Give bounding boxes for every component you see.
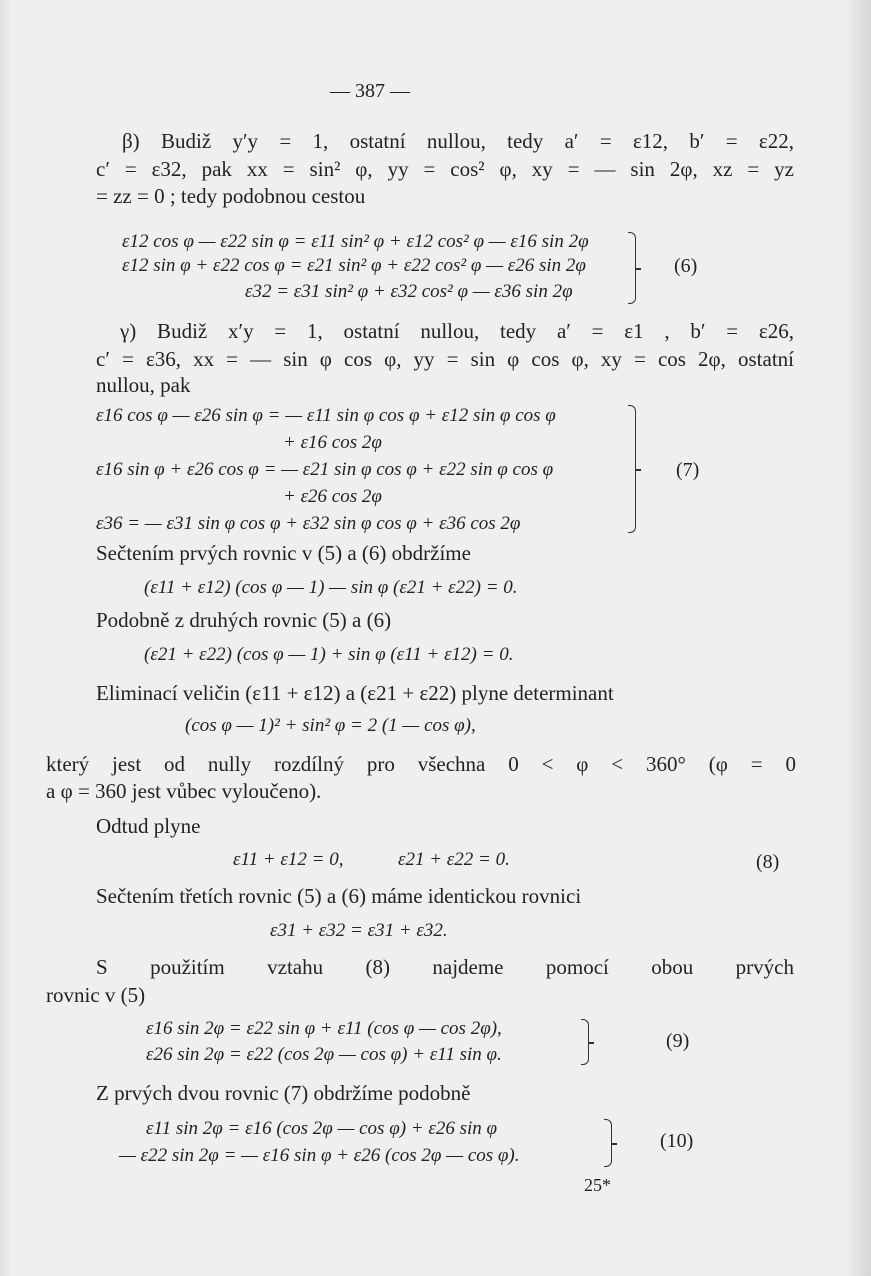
eq10-brace — [604, 1119, 612, 1167]
eq7-line-5: ε36 = — ε31 sin φ cos φ + ε32 sin φ cos φ + ε36 cos 2φ — [96, 513, 521, 534]
eq9-label: (9) — [666, 1030, 690, 1052]
eq9-line-2: rovnic v (5) — [46, 983, 146, 1007]
beta-line-3: = zz = 0 ; tedy podobnou cestou — [96, 184, 366, 208]
eq8-equation-a: ε11 + ε12 = 0, — [233, 849, 344, 870]
elimination-equation: (cos φ — 1)² + sin² φ = 2 (1 — cos φ), — [185, 715, 476, 736]
eq6-label: (6) — [674, 255, 698, 277]
gamma-line-1: γ) Budiž x′y = 1, ostatní nullou, tedy a′ = ε1 , b′ = ε26, — [120, 319, 794, 343]
eq7-label: (7) — [676, 459, 700, 481]
eq7-line-1: ε16 cos φ — ε26 sin φ = — ε11 sin φ cos φ + ε12 sin φ cos φ — [96, 405, 556, 426]
elimination-text: Eliminací veličin (ε11 + ε12) a (ε21 + ε22) plyne determinant — [96, 681, 614, 705]
eq10-equation-1: ε11 sin 2φ = ε16 (cos 2φ — cos φ) + ε26 sin φ — [146, 1118, 498, 1139]
eq6-brace — [628, 232, 636, 304]
third-text: Sečtením třetích rovnic (5) a (6) máme identickou rovnici — [96, 884, 582, 908]
eq7-line-3: ε16 sin φ + ε26 cos φ = — ε21 sin φ cos φ + ε22 sin φ cos φ — [96, 459, 554, 480]
elimination-line-2: a φ = 360 jest vůbec vyloučeno). — [46, 779, 322, 803]
eq8-label: (8) — [756, 851, 780, 873]
gamma-line-3: nullou, pak — [96, 373, 191, 397]
elimination-line-1: který jest od nully rozdílný pro všechna 0 < φ < 360° (φ = 0 — [46, 752, 796, 776]
eq9-equation-2: ε26 sin 2φ = ε22 (cos 2φ — cos φ) + ε11 sin φ. — [146, 1044, 502, 1065]
gamma-line-2: c′ = ε36, xx = — sin φ cos φ, yy = sin φ cos φ, xy = cos 2φ, ostatní — [96, 347, 794, 371]
eq10-equation-2: — ε22 sin 2φ = — ε16 sin φ + ε26 (cos 2φ — cos φ). — [119, 1145, 520, 1166]
third-equation: ε31 + ε32 = ε31 + ε32. — [270, 920, 448, 941]
eq9-line-1: S použitím vztahu (8) najdeme pomocí obou prvých — [96, 955, 794, 979]
page-right-edge-shading — [845, 0, 871, 1276]
eq6-line-3: ε32 = ε31 sin² φ + ε32 cos² φ — ε36 sin 2φ — [245, 281, 573, 302]
beta-line-1: β) Budiž y′y = 1, ostatní nullou, tedy a′ = ε12, b′ = ε22, — [122, 129, 794, 153]
eq8-equation-b: ε21 + ε22 = 0. — [398, 849, 510, 870]
footer-signature: 25* — [584, 1175, 611, 1195]
sum1-equation: (ε11 + ε12) (cos φ — 1) — sin φ (ε21 + ε22) = 0. — [144, 577, 518, 598]
eq7-brace — [628, 405, 636, 533]
eq10-text: Z prvých dvou rovnic (7) obdržíme podobně — [96, 1081, 471, 1105]
eq7-line-2: + ε16 cos 2φ — [283, 432, 382, 453]
page-left-edge-shading — [0, 0, 14, 1276]
eq6-line-2: ε12 sin φ + ε22 cos φ = ε21 sin² φ + ε22 cos² φ — ε26 sin 2φ — [122, 255, 586, 276]
eq9-brace — [581, 1019, 589, 1065]
eq7-line-4: + ε26 cos 2φ — [283, 486, 382, 507]
page-number: — 387 — — [330, 80, 410, 102]
eq9-equation-1: ε16 sin 2φ = ε22 sin φ + ε11 (cos φ — cos 2φ), — [146, 1018, 502, 1039]
eq8-text: Odtud plyne — [96, 814, 201, 838]
sum2-equation: (ε21 + ε22) (cos φ — 1) + sin φ (ε11 + ε12) = 0. — [144, 644, 514, 665]
eq10-label: (10) — [660, 1130, 694, 1152]
sum1-text: Sečtením prvých rovnic v (5) a (6) obdržíme — [96, 541, 471, 565]
beta-line-2: c′ = ε32, pak xx = sin² φ, yy = cos² φ, xy = — sin 2φ, xz = yz — [96, 157, 794, 181]
eq6-line-1: ε12 cos φ — ε22 sin φ = ε11 sin² φ + ε12 cos² φ — ε16 sin 2φ — [122, 231, 589, 252]
sum2-text: Podobně z druhých rovnic (5) a (6) — [96, 608, 392, 632]
